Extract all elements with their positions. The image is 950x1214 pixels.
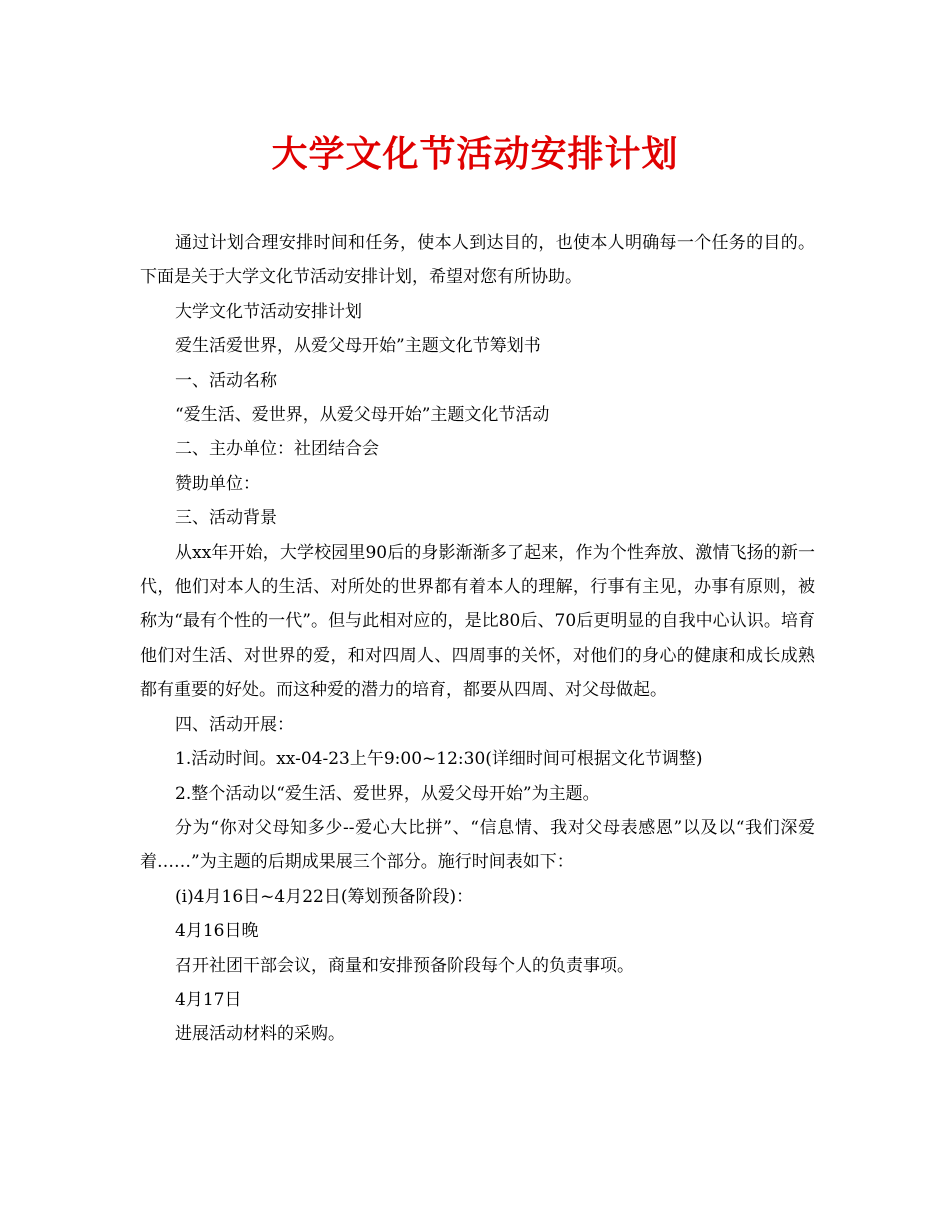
paragraph-plan-title: 大学文化节活动安排计划 (175, 301, 362, 322)
paragraph-intro: 通过计划合理安排时间和任务，使本人到达目的，也使本人明确每一个任务的目的。下面是关于大学文化节活动安排计划，希望对您有所协助。 (140, 233, 815, 288)
paragraph-date-apr16: 4月16日晚 (175, 921, 259, 942)
paragraph-activity-theme: 2.整个活动以“爱生活、爱世界，从爱父母开始”为主题。 (175, 783, 600, 804)
paragraph-date-apr17: 4月17日 (175, 989, 242, 1010)
paragraph-activity-name: “爱生活、爱世界，从爱父母开始”主题文化节活动 (175, 405, 550, 426)
heading-organizer: 二、主办单位：社团结合会 (175, 439, 379, 460)
paragraph-meeting: 召开社团干部会议，商量和安排预备阶段每个人的负责事项。 (175, 955, 634, 976)
heading-activity-name: 一、活动名称 (175, 370, 277, 391)
heading-activity-development: 四、活动开展： (175, 714, 294, 735)
document-title: 大学文化节活动安排计划 (271, 133, 679, 175)
paragraph-procurement: 进展活动材料的采购。 (175, 1024, 345, 1045)
paragraph-proposal-title: 爱生活爱世界，从爱父母开始”主题文化节筹划书 (175, 336, 541, 357)
document-body (140, 226, 815, 1052)
paragraph-phase-one: (i)4月16日~4月22日(筹划预备阶段)： (175, 886, 474, 907)
paragraph-activity-time: 1.活动时间。xx-04-23上午9:00~12:30(详细时间可根据文化节调整) (175, 749, 703, 770)
paragraph-activity-parts: 分为“你对父母知多少--爱心大比拼”、“信息情、我对父母表感恩”以及以“我们深爱着……”为主题的后期成果展三个部分。施行时间表如下： (140, 817, 815, 873)
heading-background: 三、活动背景 (175, 508, 277, 529)
paragraph-background: 从xx年开始，大学校园里90后的身影渐渐多了起来，作为个性奔放、激情飞扬的新一代，他们对本人的生活、对所处的世界都有着本人的理解，行事有主见，办事有原则，被称为“最有个性的一代”。但与此相对应的，是比80后、70后更明显的自我中心认识。培育他们对生活、对世界的爱，和对四周人、四周事的关怀，对他们的身心的健康和成长成熟都有重要的好处。而这种爱的潜力的培育，都要从四周、对父母做起。 (140, 542, 815, 701)
paragraph-sponsor: 赞助单位： (175, 473, 260, 494)
